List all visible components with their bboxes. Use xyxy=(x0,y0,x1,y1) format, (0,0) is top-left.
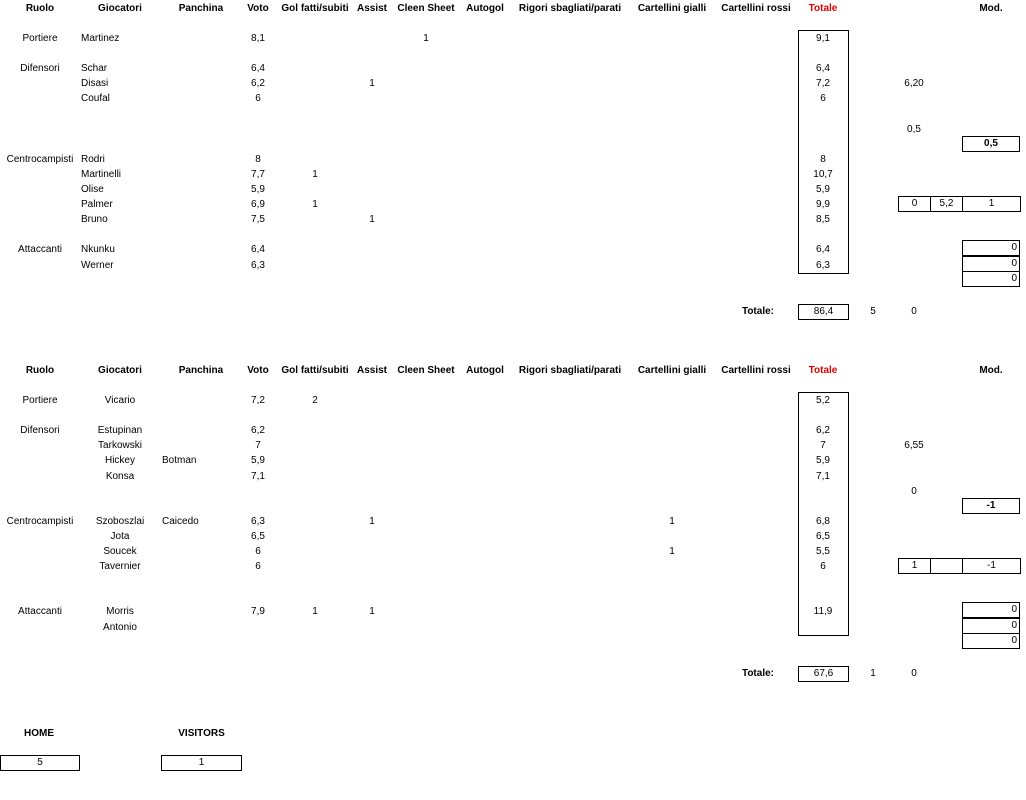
visitors-player-voto[interactable]: 6,3 xyxy=(251,515,265,527)
home-player-name[interactable]: Schar xyxy=(81,63,108,75)
visitors-player-voto[interactable]: 7,1 xyxy=(251,470,265,482)
visitors-player-name[interactable]: Vicario xyxy=(104,395,136,406)
visitors-header-11: Totale xyxy=(808,365,838,376)
home-player-assist[interactable]: 1 xyxy=(369,214,375,226)
visitors-mid-cell[interactable]: 1 xyxy=(898,558,931,574)
visitors-player-totale[interactable]: 6,8 xyxy=(816,515,830,527)
home-player-totale[interactable]: 9,9 xyxy=(816,199,830,211)
visitors-player-name[interactable]: Tavernier xyxy=(99,561,141,573)
visitors-player-name[interactable]: Soucek xyxy=(103,546,137,557)
visitors-header-9: Cartellini gialli xyxy=(637,365,707,376)
visitors-player-name[interactable]: Hickey xyxy=(104,455,135,467)
home-player-totale[interactable]: 6,4 xyxy=(816,244,830,256)
home-player-totale[interactable]: 8 xyxy=(820,153,826,165)
home-att-cell[interactable]: 0 xyxy=(962,256,1020,272)
visitors-role-label: Centrocampisti xyxy=(6,515,74,527)
visitors-mid-cell[interactable] xyxy=(930,558,963,574)
home-att-cell[interactable]: 0 xyxy=(962,240,1020,256)
home-header-3: Voto xyxy=(247,3,269,14)
home-header-11: Totale xyxy=(808,3,838,14)
home-player-name[interactable]: Werner xyxy=(81,259,114,271)
home-goals: 5 xyxy=(870,305,876,317)
home-header-12: Mod. xyxy=(979,3,1003,14)
home-player-name[interactable]: Palmer xyxy=(81,199,113,211)
visitors-role-label: Attaccanti xyxy=(18,606,62,618)
home-score[interactable]: 5 xyxy=(0,755,80,771)
home-player-gol[interactable]: 1 xyxy=(312,168,318,180)
home-player-name[interactable]: Rodri xyxy=(81,153,105,165)
visitors-player-totale[interactable]: 5,5 xyxy=(816,546,830,557)
visitors-header-7: Autogol xyxy=(466,365,504,376)
home-header-6: Cleen Sheet xyxy=(397,3,455,14)
visitors-mod-small: 0 xyxy=(911,485,917,497)
home-header-4: Gol fatti/subiti xyxy=(281,3,349,14)
home-player-totale[interactable]: 7,2 xyxy=(816,78,830,90)
visitors-goals: 1 xyxy=(870,667,876,679)
visitors-player-name[interactable]: Konsa xyxy=(105,470,135,482)
home-mid-cell[interactable]: 0 xyxy=(898,196,931,212)
home-player-voto[interactable]: 6,2 xyxy=(251,78,265,90)
home-extra: 0 xyxy=(911,305,917,317)
visitors-mid-cell[interactable]: -1 xyxy=(962,558,1021,574)
home-player-name[interactable]: Olise xyxy=(81,184,104,195)
visitors-header-8: Rigori sbagliati/parati xyxy=(518,365,622,376)
visitors-role-label: Difensori xyxy=(20,425,60,437)
visitors-role-label: Portiere xyxy=(22,395,58,406)
home-player-voto[interactable]: 8,1 xyxy=(251,33,265,44)
visitors-player-totale[interactable]: 5,2 xyxy=(816,395,830,406)
visitors-att-cell[interactable]: 0 xyxy=(962,633,1020,649)
home-mod-value-cell[interactable]: 0,5 xyxy=(962,136,1020,152)
visitors-player-gialli[interactable]: 1 xyxy=(669,546,675,557)
home-player-totale[interactable]: 10,7 xyxy=(813,168,833,180)
visitors-player-name[interactable]: Estupinan xyxy=(97,425,143,437)
visitors-player-name[interactable]: Morris xyxy=(106,606,134,618)
visitors-totale-column-box xyxy=(798,392,849,636)
home-player-totale[interactable]: 6,4 xyxy=(816,63,830,75)
visitors-att-cell[interactable]: 0 xyxy=(962,618,1020,634)
visitors-player-name[interactable]: Jota xyxy=(110,530,130,542)
home-header-5: Assist xyxy=(356,3,387,14)
home-player-voto[interactable]: 6,9 xyxy=(251,199,265,211)
home-header-0: Ruolo xyxy=(25,3,55,14)
visitors-att-cell[interactable]: 0 xyxy=(962,602,1020,618)
visitors-header-3: Voto xyxy=(247,365,269,376)
visitors-player-totale[interactable]: 11,9 xyxy=(813,606,833,618)
home-totale-label: Totale: xyxy=(741,305,774,317)
visitors-header-12: Mod. xyxy=(979,365,1003,376)
visitors-player-gol[interactable]: 1 xyxy=(312,606,318,618)
visitors-player-panchina[interactable]: Caicedo xyxy=(162,515,199,527)
visitors-player-name[interactable]: Szoboszlai xyxy=(95,515,145,527)
visitors-header-1: Giocatori xyxy=(98,365,142,376)
home-label: HOME xyxy=(24,728,54,739)
visitors-totale-value[interactable]: 67,6 xyxy=(798,666,849,682)
visitors-player-voto[interactable]: 6 xyxy=(255,546,261,557)
visitors-player-voto[interactable]: 6,2 xyxy=(251,425,265,437)
home-role-label: Attaccanti xyxy=(18,244,62,256)
visitors-header-4: Gol fatti/subiti xyxy=(281,365,349,376)
visitors-score[interactable]: 1 xyxy=(161,755,242,771)
visitors-player-panchina[interactable]: Botman xyxy=(162,455,197,467)
home-player-voto[interactable]: 6 xyxy=(255,93,261,105)
home-player-cleen-sheet[interactable]: 1 xyxy=(423,33,429,44)
home-totale-column-box xyxy=(798,30,849,274)
home-player-assist[interactable]: 1 xyxy=(369,78,375,90)
home-player-name[interactable]: Disasi xyxy=(81,78,109,90)
home-header-10: Cartellini rossi xyxy=(721,3,791,14)
home-mid-cell[interactable]: 1 xyxy=(962,196,1021,212)
home-player-voto[interactable]: 7,5 xyxy=(251,214,265,226)
home-header-1: Giocatori xyxy=(98,3,142,14)
visitors-header-0: Ruolo xyxy=(25,365,55,376)
home-defense-average: 6,20 xyxy=(904,78,924,90)
visitors-player-voto[interactable]: 7,2 xyxy=(251,395,265,406)
home-header-9: Cartellini gialli xyxy=(637,3,707,14)
visitors-defense-average: 6,55 xyxy=(904,440,924,452)
visitors-player-totale[interactable]: 6,2 xyxy=(816,425,830,437)
visitors-player-gialli[interactable]: 1 xyxy=(669,515,675,527)
home-player-totale[interactable]: 8,5 xyxy=(816,214,830,226)
home-player-voto[interactable]: 6,3 xyxy=(251,259,265,271)
home-header-2: Panchina xyxy=(178,3,224,14)
visitors-player-voto[interactable]: 7,9 xyxy=(251,606,265,618)
home-player-voto[interactable]: 5,9 xyxy=(251,184,265,195)
visitors-player-assist[interactable]: 1 xyxy=(369,606,375,618)
visitors-player-totale[interactable]: 5,9 xyxy=(816,455,830,467)
visitors-header-6: Cleen Sheet xyxy=(397,365,455,376)
home-header-8: Rigori sbagliati/parati xyxy=(518,3,622,14)
home-totale-value[interactable]: 86,4 xyxy=(798,304,849,320)
visitors-header-5: Assist xyxy=(356,365,387,376)
home-player-name[interactable]: Coufal xyxy=(81,93,110,105)
visitors-mod-value-cell[interactable]: -1 xyxy=(962,498,1020,514)
home-player-totale[interactable]: 9,1 xyxy=(816,33,830,44)
home-role-label: Difensori xyxy=(20,63,60,75)
home-player-totale[interactable]: 5,9 xyxy=(816,184,830,195)
visitors-player-totale[interactable]: 6,5 xyxy=(816,530,830,542)
home-player-voto[interactable]: 7,7 xyxy=(251,168,265,180)
visitors-player-name[interactable]: Tarkowski xyxy=(98,440,142,452)
home-player-voto[interactable]: 8 xyxy=(255,153,261,165)
home-player-name[interactable]: Martinelli xyxy=(81,168,122,180)
visitors-header-2: Panchina xyxy=(178,365,224,376)
visitors-label: VISITORS xyxy=(178,728,225,739)
visitors-player-voto[interactable]: 6,5 xyxy=(251,530,265,542)
visitors-extra: 0 xyxy=(911,667,917,679)
visitors-header-10: Cartellini rossi xyxy=(721,365,791,376)
home-att-cell[interactable]: 0 xyxy=(962,271,1020,287)
visitors-player-totale[interactable]: 7,1 xyxy=(816,470,830,482)
home-mid-cell[interactable]: 5,2 xyxy=(930,196,963,212)
visitors-player-voto[interactable]: 7 xyxy=(255,440,261,452)
home-role-label: Centrocampisti xyxy=(6,153,74,165)
visitors-player-name[interactable]: Antonio xyxy=(103,621,137,633)
home-player-voto[interactable]: 6,4 xyxy=(251,244,265,256)
home-player-gol[interactable]: 1 xyxy=(312,199,318,211)
home-player-totale[interactable]: 6,3 xyxy=(816,259,830,271)
visitors-player-totale[interactable]: 7 xyxy=(820,440,826,452)
visitors-player-totale[interactable]: 6 xyxy=(820,561,826,573)
home-role-label: Portiere xyxy=(22,33,58,44)
home-player-totale[interactable]: 6 xyxy=(820,93,826,105)
home-mod-small: 0,5 xyxy=(907,123,921,135)
home-player-name[interactable]: Bruno xyxy=(81,214,108,226)
visitors-player-gol[interactable]: 2 xyxy=(312,395,318,406)
visitors-player-voto[interactable]: 5,9 xyxy=(251,455,265,467)
visitors-totale-label: Totale: xyxy=(741,667,774,679)
home-header-7: Autogol xyxy=(466,3,504,14)
visitors-player-voto[interactable]: 6 xyxy=(255,561,261,573)
home-player-name[interactable]: Martinez xyxy=(81,33,120,44)
home-player-name[interactable]: Nkunku xyxy=(81,244,115,256)
visitors-player-assist[interactable]: 1 xyxy=(369,515,375,527)
home-player-voto[interactable]: 6,4 xyxy=(251,63,265,75)
